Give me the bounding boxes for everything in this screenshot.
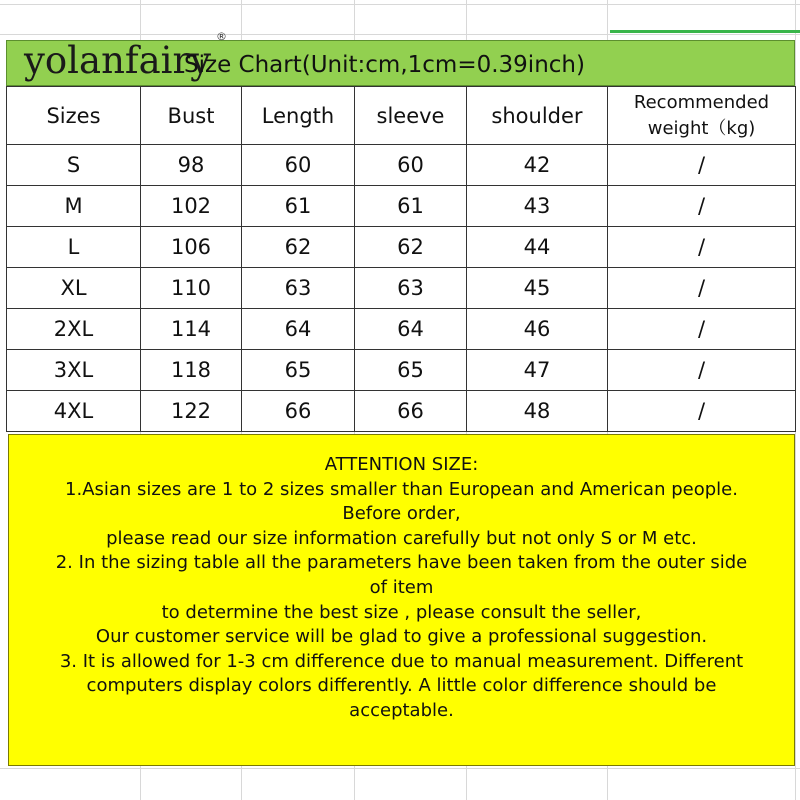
- table-cell: /: [608, 350, 796, 391]
- table-row: [7, 145, 796, 186]
- header-recommended-weight: [608, 87, 796, 145]
- table-row: [7, 227, 796, 268]
- table-cell: 106: [141, 227, 242, 268]
- table-cell: 3XL: [7, 350, 141, 391]
- table-cell: 46: [467, 309, 608, 350]
- table-cell: 60: [242, 145, 355, 186]
- header-bust: Bust: [141, 87, 242, 145]
- table-cell: 42: [467, 145, 608, 186]
- registered-mark: ®: [216, 30, 227, 43]
- table-cell: 102: [141, 186, 242, 227]
- attention-line: acceptable.: [349, 699, 454, 721]
- table-row: [7, 186, 796, 227]
- attention-line: 1.Asian sizes are 1 to 2 sizes smaller than European and American people.: [65, 478, 738, 500]
- table-cell: 65: [242, 350, 355, 391]
- attention-line: 3. It is allowed for 1-3 cm difference due to manual measurement. Different: [59, 650, 744, 672]
- attention-line: Before order,: [342, 503, 461, 525]
- table-cell: 63: [355, 268, 467, 309]
- table-cell: 44: [467, 227, 608, 268]
- table-cell: 114: [141, 309, 242, 350]
- header-weight-kg: weight（kg): [647, 117, 756, 139]
- table-cell: XL: [7, 268, 141, 309]
- table-cell: 63: [242, 268, 355, 309]
- table-cell: 61: [242, 186, 355, 227]
- header-shoulder: shoulder: [467, 87, 608, 145]
- table-cell: 2XL: [7, 309, 141, 350]
- table-row: [7, 391, 796, 432]
- table-cell: /: [608, 268, 796, 309]
- table-cell: L: [7, 227, 141, 268]
- header-recommended: Recommended: [633, 91, 770, 113]
- table-cell: /: [608, 227, 796, 268]
- table-cell: 62: [242, 227, 355, 268]
- table-cell: S: [7, 145, 141, 186]
- table-cell: 66: [355, 391, 467, 432]
- attention-line: to determine the best size , please consult the seller,: [161, 601, 642, 623]
- attention-line: please read our size information carefully but not only S or M etc.: [106, 527, 697, 549]
- table-cell: 62: [355, 227, 467, 268]
- table-cell: 122: [141, 391, 242, 432]
- table-row: [7, 350, 796, 391]
- attention-line: 2. In the sizing table all the parameters have been taken from the outer side: [55, 552, 748, 574]
- table-cell: 66: [242, 391, 355, 432]
- table-cell: 65: [355, 350, 467, 391]
- table-cell: 43: [467, 186, 608, 227]
- table-cell: 4XL: [7, 391, 141, 432]
- gridline: [0, 768, 800, 769]
- table-row: [7, 309, 796, 350]
- table-cell: 64: [242, 309, 355, 350]
- gridline: [0, 34, 800, 35]
- table-cell: 118: [141, 350, 242, 391]
- size-chart-title: Size Chart(Unit:cm,1cm=0.39inch): [184, 52, 585, 78]
- table-row: [7, 268, 796, 309]
- attention-line: of item: [369, 576, 434, 598]
- table-cell: 98: [141, 145, 242, 186]
- header-sizes: Sizes: [7, 87, 141, 145]
- brand-logo: yolanfairy: [24, 39, 212, 82]
- attention-heading: ATTENTION SIZE:: [324, 454, 479, 475]
- table-cell: 47: [467, 350, 608, 391]
- table-header-row: [7, 87, 796, 145]
- table-cell: 60: [355, 145, 467, 186]
- table-cell: /: [608, 391, 796, 432]
- header-sleeve: sleeve: [355, 87, 467, 145]
- table-cell: 64: [355, 309, 467, 350]
- attention-line: Our customer service will be glad to give a professional suggestion.: [95, 626, 708, 648]
- header-length: Length: [242, 87, 355, 145]
- gridline: [0, 4, 800, 5]
- size-table: [6, 86, 796, 432]
- table-cell: 61: [355, 186, 467, 227]
- selection-indicator: [610, 30, 800, 33]
- attention-line: computers display colors differently. A little color difference should be: [86, 675, 717, 697]
- table-cell: 110: [141, 268, 242, 309]
- table-cell: /: [608, 145, 796, 186]
- table-cell: /: [608, 186, 796, 227]
- attention-notice: [8, 434, 795, 766]
- table-cell: 45: [467, 268, 608, 309]
- table-cell: /: [608, 309, 796, 350]
- table-cell: M: [7, 186, 141, 227]
- table-cell: 48: [467, 391, 608, 432]
